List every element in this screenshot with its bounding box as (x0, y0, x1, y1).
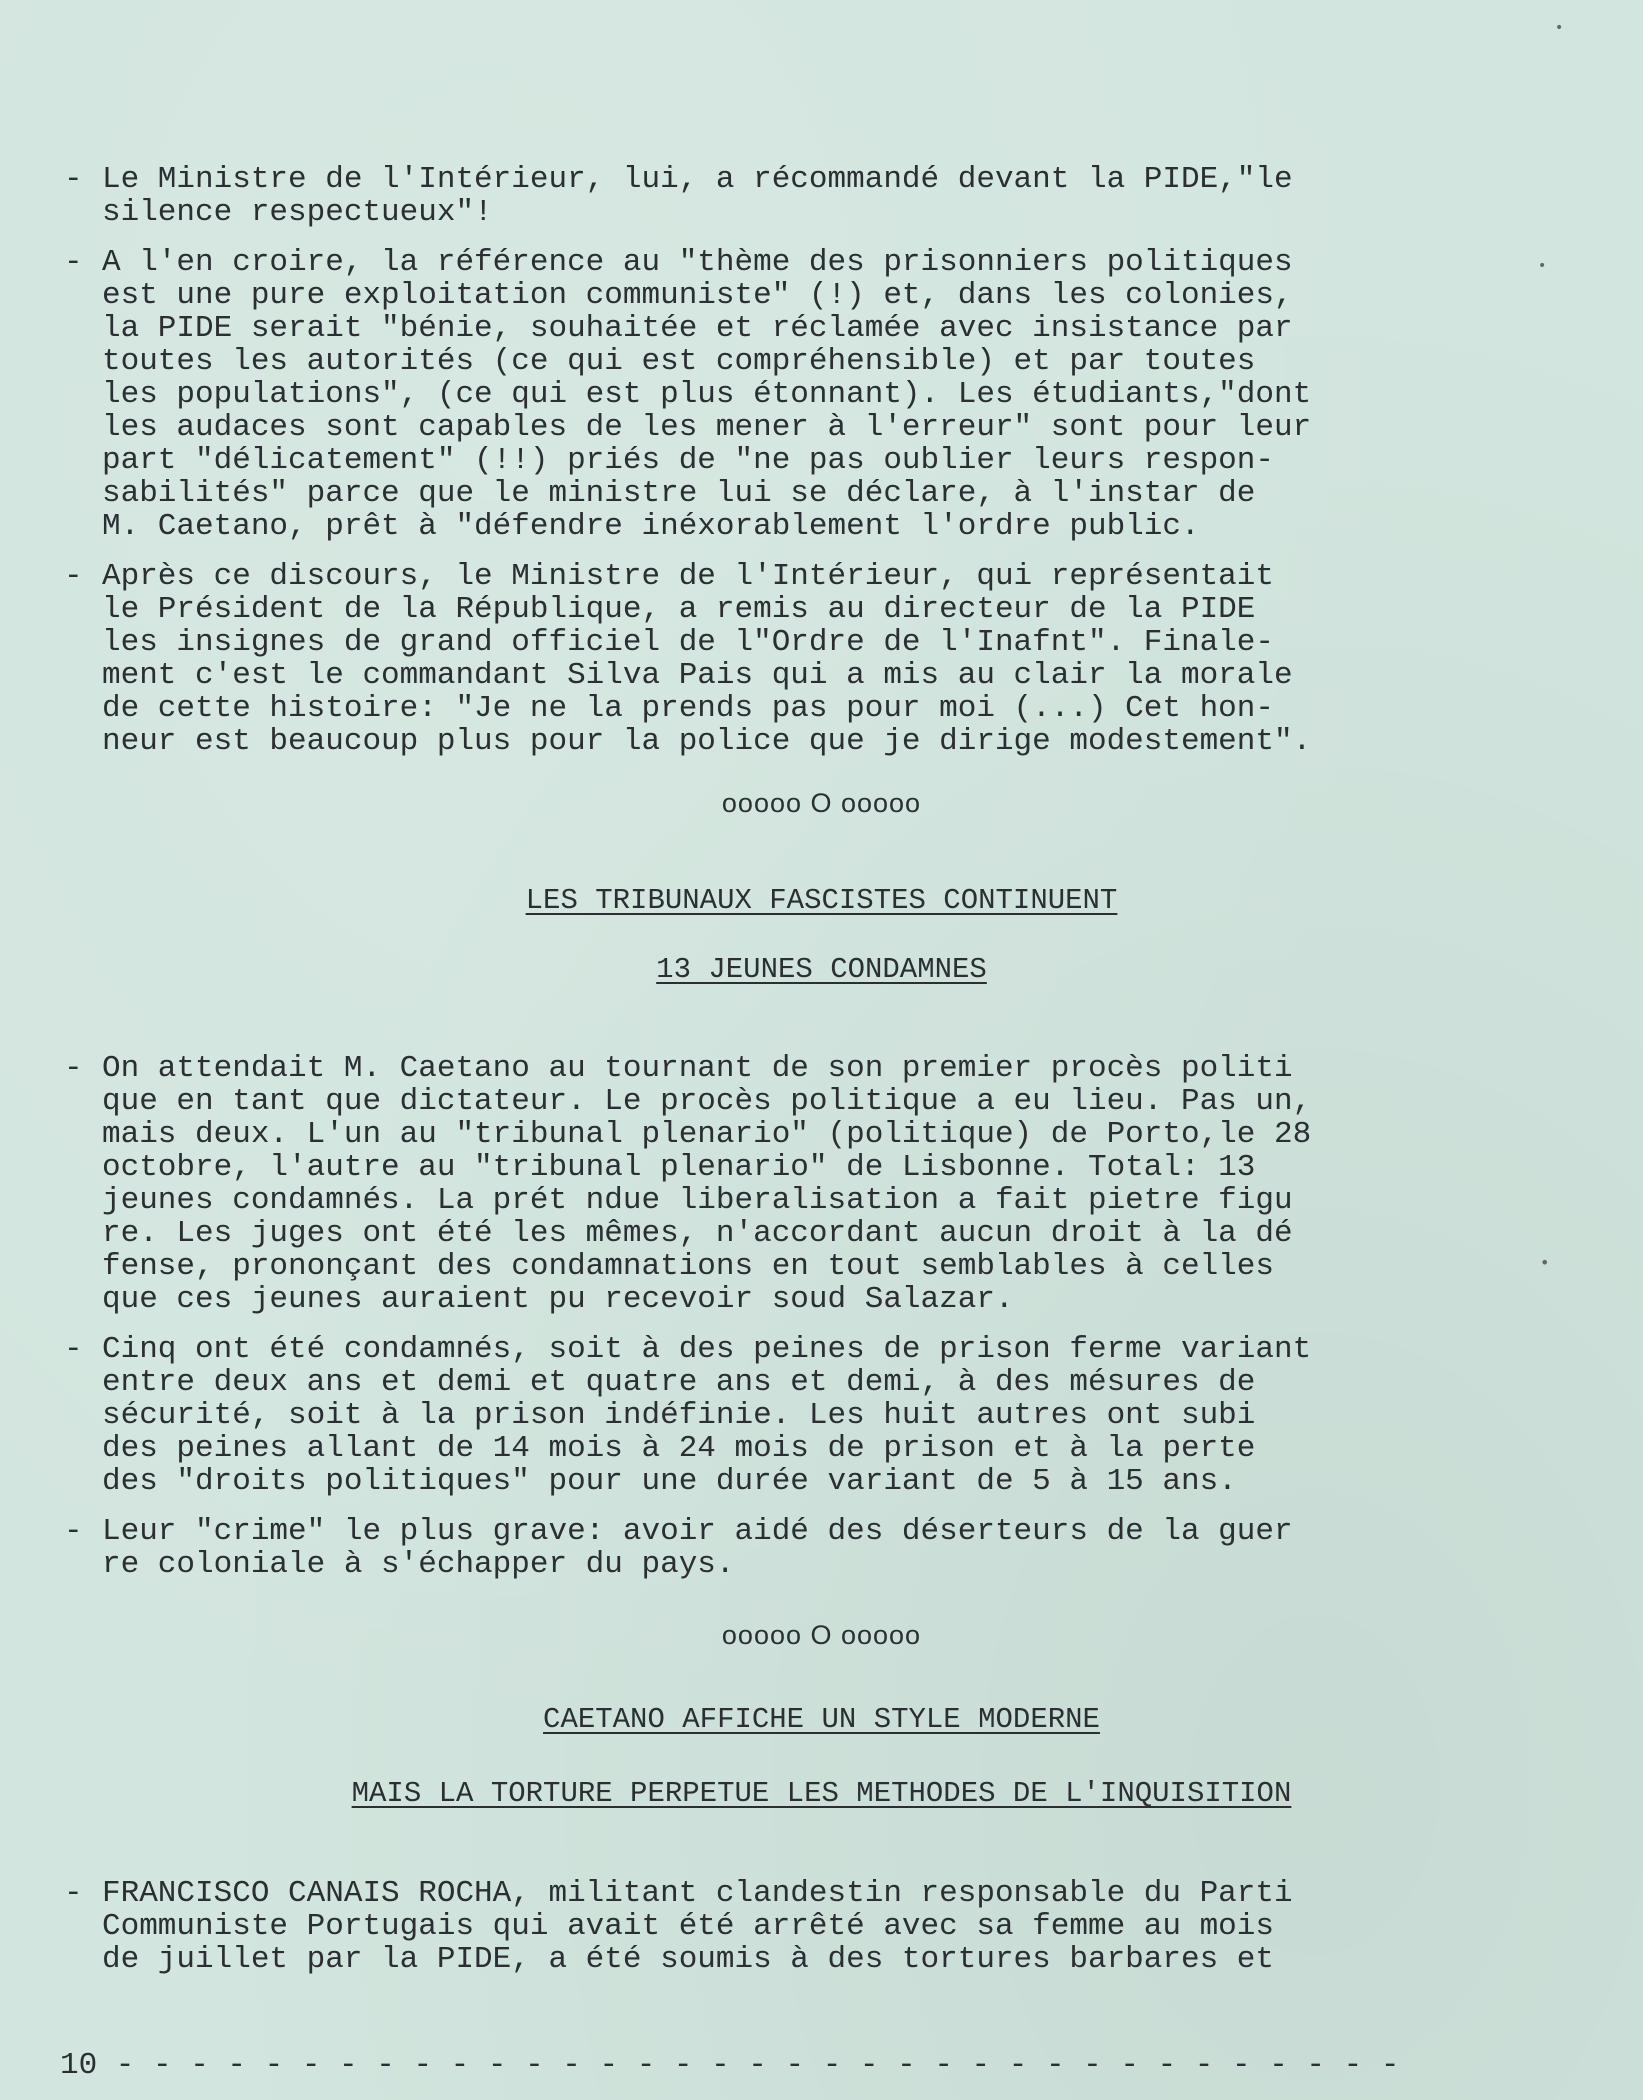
punch-mark: • (1540, 1253, 1550, 1272)
paragraph-text (102, 1515, 1364, 1581)
text-line: M. Caetano, prêt à "défendre inéxorablement l'ordre public. (102, 509, 1200, 544)
text-line: des "droits politiques" pour une durée variant de 5 à 15 ans. (102, 1464, 1237, 1499)
paragraph (64, 560, 1364, 758)
text-line: le Président de la République, a remis au directeur de la PIDE (102, 592, 1256, 627)
punch-mark: • (1538, 258, 1547, 274)
paragraph-text (102, 1877, 1364, 1976)
text-line: re. Les juges ont été les mêmes, n'accordant aucun droit à la dé (102, 1216, 1293, 1251)
text-line: les insignes de grand officiel de l"Ordre de l'Inafnt". Finale- (102, 625, 1274, 660)
paragraph-text (102, 1333, 1364, 1498)
text-line: les populations", (ce qui est plus étonnant). Les étudiants,"dont (102, 377, 1312, 412)
paragraph (64, 1052, 1364, 1316)
text-line: Leur "crime" le plus grave: avoir aidé des déserteurs de la guer (102, 1514, 1293, 1549)
section-proces (64, 1052, 1364, 1581)
text-line: A l'en croire, la référence au "thème des prisonniers politiques (102, 245, 1293, 280)
separator: ooooo O ooooo (721, 788, 922, 818)
text-line: ment c'est le commandant Silva Pais qui a mis au clair la morale (102, 658, 1293, 693)
text-line: que ces jeunes auraient pu recevoir soud Salazar. (102, 1282, 1014, 1317)
text-line: entre deux ans et demi et quatre ans et demi, à des mésures de (102, 1365, 1256, 1400)
paragraph-text (102, 1052, 1364, 1316)
list-dash: - (64, 162, 83, 197)
text-line: sécurité, soit à la prison indéfinie. Les huit autres ont subi (102, 1398, 1256, 1433)
text-line: toutes les autorités (ce qui est compréhensible) et par toutes (102, 344, 1256, 379)
text-line: fense, prononçant des condamnations en tout semblables à celles (102, 1249, 1274, 1284)
paragraph (64, 1333, 1364, 1498)
list-dash: - (64, 1514, 83, 1549)
list-dash: - (64, 245, 83, 280)
heading-condamnes-text: 13 JEUNES CONDAMNES (656, 953, 987, 986)
heading-caetano-text: CAETANO AFFICHE UN STYLE MODERNE (543, 1703, 1100, 1736)
separator: ooooo O ooooo (721, 1620, 922, 1650)
paragraph-text (102, 246, 1364, 543)
list-dash: - (64, 1876, 83, 1911)
paragraph-text (102, 163, 1364, 229)
text-line: re coloniale à s'échapper du pays. (102, 1547, 735, 1582)
text-line: neur est beaucoup plus pour la police que je dirige modestement". (102, 724, 1312, 759)
heading-tribunaux-text: LES TRIBUNAUX FASCISTES CONTINUENT (525, 884, 1118, 917)
heading-torture (0, 1777, 1643, 1810)
text-line: On attendait M. Caetano au tournant de son premier procès politi (102, 1051, 1293, 1086)
text-line: Communiste Portugais qui avait été arrêté avec sa femme au mois (102, 1909, 1274, 1944)
heading-condamnes (0, 953, 1643, 986)
text-line: des peines allant de 14 mois à 24 mois de prison et à la perte (102, 1431, 1256, 1466)
text-line: octobre, l'autre au "tribunal plenario" de Lisbonne. Total: 13 (102, 1150, 1256, 1185)
text-line: de juillet par la PIDE, a été soumis à des tortures barbares et (102, 1942, 1274, 1977)
section-rocha (64, 1877, 1364, 1976)
text-line: est une pure exploitation communiste" (!) et, dans les colonies, (102, 278, 1293, 313)
text-line: silence respectueux"! (102, 195, 493, 230)
paragraph (64, 246, 1364, 543)
text-line: les audaces sont capables de les mener à l'erreur" sont pour leur (102, 410, 1312, 445)
paragraph (64, 1877, 1364, 1976)
section-pide-speech (64, 163, 1364, 758)
heading-torture-text: MAIS LA TORTURE PERPETUE LES METHODES DE L'INQUISITION (351, 1777, 1292, 1810)
text-line: sabilités" parce que le ministre lui se déclare, à l'instar de (102, 476, 1256, 511)
text-line: mais deux. L'un au "tribunal plenario" (politique) de Porto,le 28 (102, 1117, 1312, 1152)
list-dash: - (64, 559, 83, 594)
text-line: la PIDE serait "bénie, souhaitée et réclamée avec insistance par (102, 311, 1293, 346)
text-line: Le Ministre de l'Intérieur, lui, a récommandé devant la PIDE,"le (102, 162, 1293, 197)
punch-mark: • (1555, 20, 1564, 36)
text-line: Après ce discours, le Ministre de l'Intérieur, qui représentait (102, 559, 1274, 594)
text-line: que en tant que dictateur. Le procès politique a eu lieu. Pas un, (102, 1084, 1312, 1119)
text-line: de cette histoire: "Je ne la prends pas pour moi (...) Cet hon- (102, 691, 1274, 726)
page-footer: 10 - - - - - - - - - - - - - - - - - - - - - - - - - - - - - - - - - - - (60, 2048, 1400, 2083)
paragraph (64, 1515, 1364, 1581)
text-line: part "délicatement" (!!) priés de "ne pas oublier leurs respon- (102, 443, 1274, 478)
list-dash: - (64, 1332, 83, 1367)
paragraph-text (102, 560, 1364, 758)
heading-tribunaux (0, 884, 1643, 917)
list-dash: - (64, 1051, 83, 1086)
text-line: jeunes condamnés. La prét ndue liberalisation a fait pietre figu (102, 1183, 1293, 1218)
text-line: Cinq ont été condamnés, soit à des peines de prison ferme variant (102, 1332, 1312, 1367)
heading-caetano (0, 1703, 1643, 1736)
paragraph (64, 163, 1364, 229)
text-line: FRANCISCO CANAIS ROCHA, militant clandestin responsable du Parti (102, 1876, 1293, 1911)
